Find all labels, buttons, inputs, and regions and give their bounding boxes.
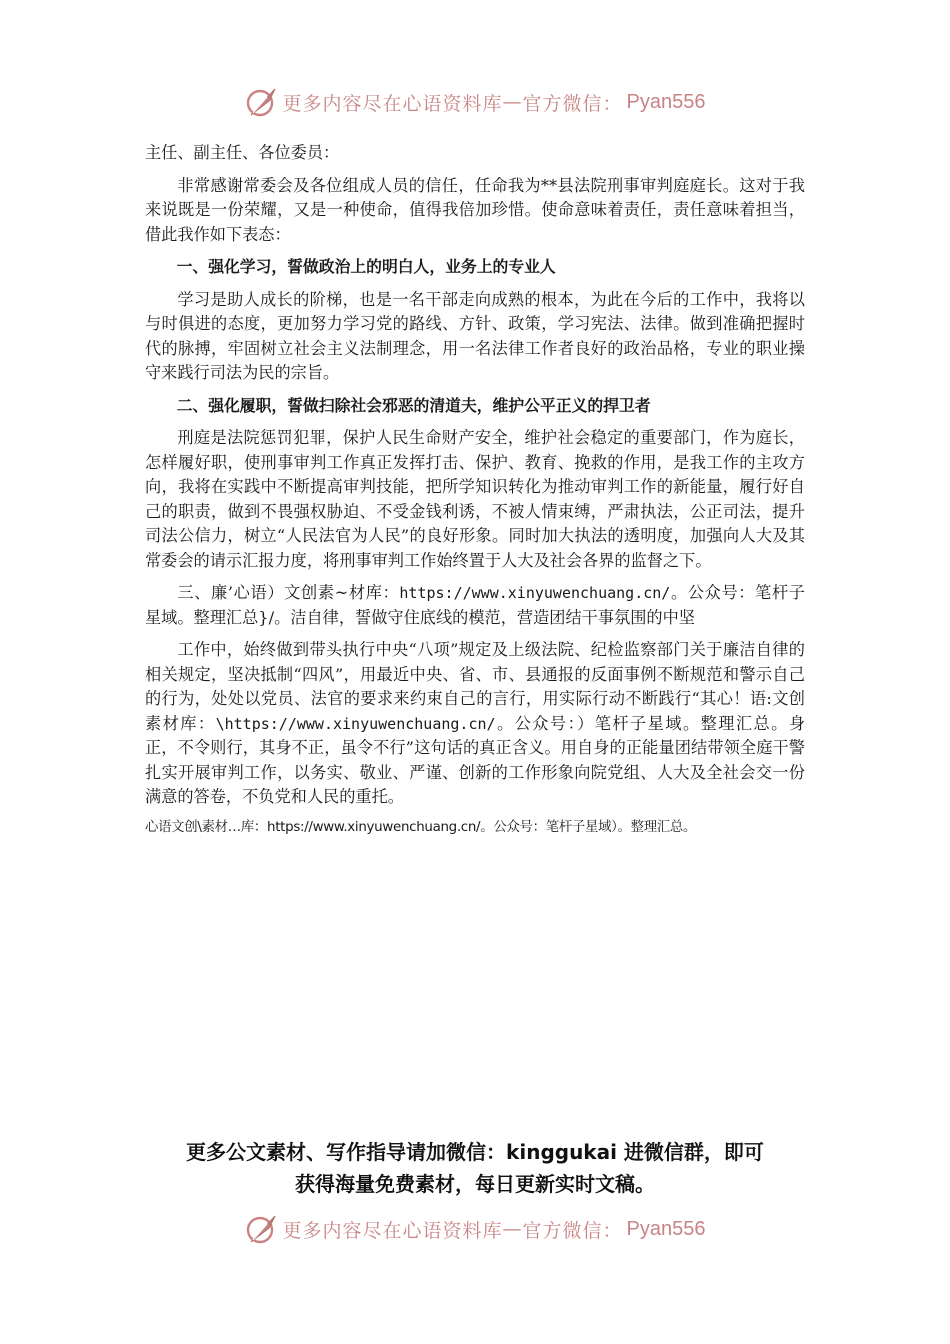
document-body xyxy=(145,141,805,838)
footer-banner xyxy=(0,1209,950,1249)
para3-url: \https://www.xinyuwenchuang.cn/ xyxy=(215,714,496,733)
heading3-url: https://www.xinyuwenchuang.cn/ xyxy=(399,584,671,602)
quill-logo-icon xyxy=(245,1212,279,1246)
intro-paragraph: 非常感谢常委会及各位组成人员的信任，任命我为**县法院刑事审判庭庭长。这对于我来说既是一份荣耀，又是一种使命，值得我倍加珍惜。使命意味着责任，责任意味着担当，借此我作如下表态： xyxy=(145,175,805,244)
heading3-text-a: 三、廉’心语）文创素~材库： xyxy=(177,583,400,602)
greeting: 主任、副主任、各位委员： xyxy=(145,143,340,162)
section-heading-3 xyxy=(145,581,805,630)
heading3-text-b: 。公众号：笔杆子星域。整理汇总}/。洁自律，誓做守住底线的模范，营造团结干事氛围的中坚 xyxy=(145,583,805,627)
promo-notice xyxy=(100,1136,850,1200)
banner-dash: — xyxy=(502,91,523,113)
header-banner xyxy=(0,82,950,122)
promo-line-2: 获得海量免费素材，每日更新实时文稿。 xyxy=(295,1172,655,1196)
para3-text-a: 工作中，始终做到带头执行中央“八项”规定及上级法院、纪检监察部门关于廉洁自律的相关规定，坚决抵制“四风”，用最近中央、省、市、县通报的反面事例不断规范和警示自己的行为，处处以党员、法官的要求来约束自己的言行，用实际行动不断践行“其心！语:文创素材库： xyxy=(145,640,805,733)
banner-label: 官方微信： xyxy=(522,92,623,115)
source-footnote: 心语文创\素材…库：https://www.xinyuwenchuang.cn/。公众号：笔杆子星域）。整理汇总。 xyxy=(145,819,697,835)
section-heading-1: 一、强化学习，誓做政治上的明白人，业务上的专业人 xyxy=(176,257,556,276)
banner-wechat-id: Pyan556 xyxy=(626,1217,706,1240)
quill-logo-icon xyxy=(245,85,279,119)
section-paragraph-2: 刑庭是法院惩罚犯罪，保护人民生命财产安全，维护社会稳定的重要部门，作为庭长，怎样履好职，使刑事审判工作真正发挥打击、保护、教育、挽救的作用，是我工作的主攻方向，我将在实践中不断提高审判技能，把所学知识转化为推动审判工作的新能量，履行好自己的职责，做到不畏强权胁迫、不受金钱利诱，不被人情束缚，严肃执法，公正司法，提升司法公信力，树立“人民法官为人民”的良好形象。同时加大执法的透明度，加强向人大及其常委会的请示汇报力度，将刑事审判工作始终置于人大及社会各界的监督之下。 xyxy=(145,428,805,570)
banner-text: 更多内容尽在心语资料库 xyxy=(282,1219,503,1242)
promo-line-1: 更多公文素材、写作指导请加微信：kinggukai 进微信群，即可 xyxy=(186,1140,764,1164)
banner-label: 官方微信： xyxy=(522,1219,623,1242)
banner-dash: — xyxy=(502,1218,523,1240)
section-paragraph-1: 学习是助人成长的阶梯，也是一名干部走向成熟的根本，为此在今后的工作中，我将以与时俱进的态度，更加努力学习党的路线、方针、政策，学习宪法、法律。做到准确把握时代的脉搏，牢固树立社会主义法制理念，用一名法律工作者良好的政治品格，专业的职业操守来践行司法为民的宗旨。 xyxy=(145,289,805,382)
para3-text-b: 。公众号：）笔杆子星域。整理汇总。身正，不令则行，其身不正，虽令不行”这句话的真正含义。用自身的正能量团结带领全庭干警扎实开展审判工作，以务实、敬业、严谨、创新的工作形象向院党组、人大及全社会交一份满意的答卷，不负党和人民的重托。 xyxy=(145,713,806,806)
banner-wechat-id: Pyan556 xyxy=(626,90,706,113)
section-heading-2: 二、强化履职，誓做扫除社会邪恶的清道夫，维护公平正义的捍卫者 xyxy=(176,395,651,415)
section-paragraph-3 xyxy=(145,638,805,810)
banner-text: 更多内容尽在心语资料库 xyxy=(282,92,503,115)
